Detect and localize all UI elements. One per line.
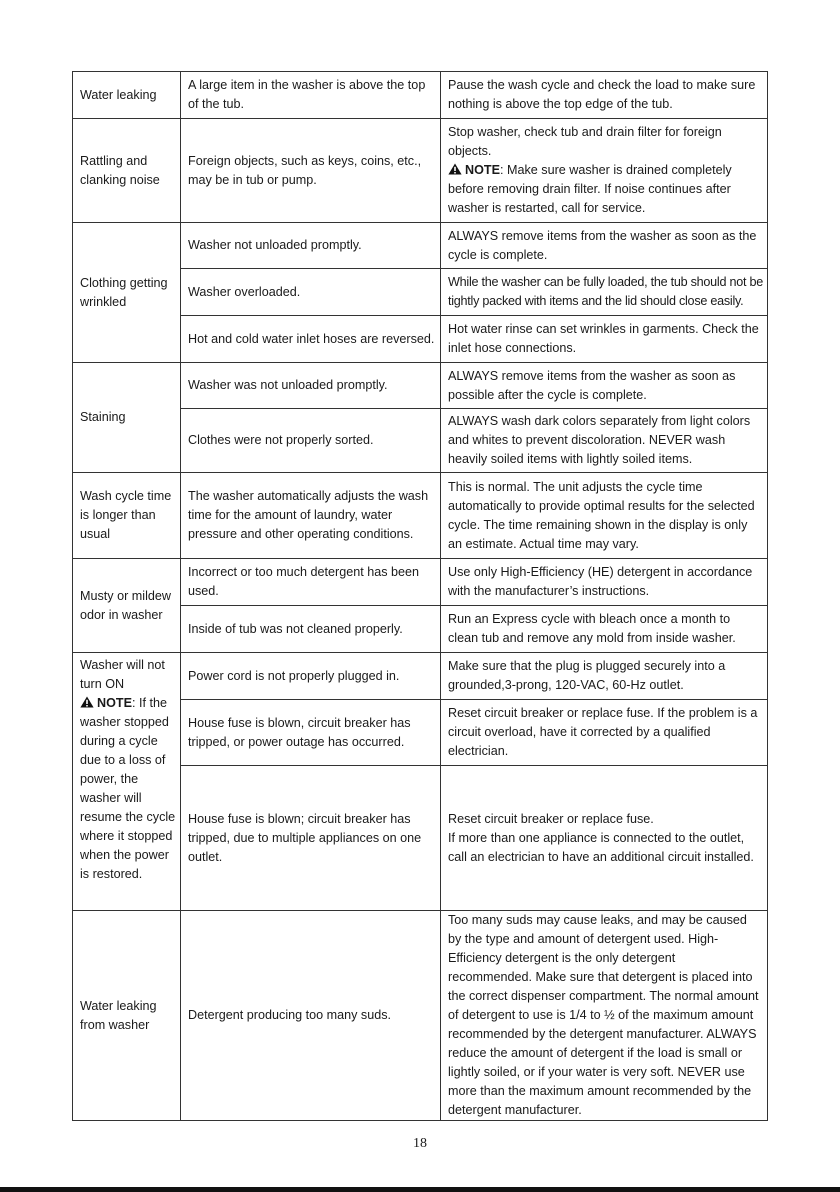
cause-cell: Foreign objects, such as keys, coins, etc., may be in tub or pump. [181, 119, 441, 223]
problem-cell [73, 653, 181, 911]
cause-cell: Washer not unloaded promptly. [181, 223, 441, 269]
solution-cell [441, 119, 768, 223]
cause-cell: Detergent producing too many suds. [181, 911, 441, 1121]
solution-cell: Too many suds may cause leaks, and may be caused by the type and amount of detergent used. High-Efficiency detergent is the only detergent recommended. Make sure that detergent is placed into the correct dispenser compartment. The normal amount of detergent to use is 1/4 to ½ of the maximum amount recommended by the detergent manufacturer. ALWAYS reduce the amount of detergent if the load is small or lightly soiled, or if your water is very soft. NEVER use more than the maximum amount recommended by the detergent manufacturer. [441, 911, 768, 1121]
solution-line: Reset circuit breaker or replace fuse. [448, 811, 654, 826]
table-row [73, 363, 768, 409]
solution-cell [441, 766, 768, 911]
cause-cell: Incorrect or too much detergent has been used. [181, 559, 441, 606]
note-label: NOTE [97, 696, 132, 710]
warning-triangle-icon [448, 163, 462, 175]
warning-triangle-icon [80, 696, 94, 708]
note-text: : If the washer stopped during a cycle due to a loss of power, the washer will resume the cycle where it stopped when the power is restored. [80, 696, 176, 881]
solution-cell: Run an Express cycle with bleach once a month to clean tub and remove any mold from inside washer. [441, 606, 768, 653]
solution-cell: ALWAYS remove items from the washer as soon as possible after the cycle is complete. [441, 363, 768, 409]
cause-cell: Washer overloaded. [181, 269, 441, 316]
cause-cell: A large item in the washer is above the top of the tub. [181, 72, 441, 119]
solution-cell: While the washer can be fully loaded, the tub should not be tightly packed with items and the lid should close easily. [441, 269, 768, 316]
solution-cell: Hot water rinse can set wrinkles in garments. Check the inlet hose connections. [441, 316, 768, 363]
cause-cell: Power cord is not properly plugged in. [181, 653, 441, 700]
cause-cell: Clothes were not properly sorted. [181, 409, 441, 473]
cause-cell: House fuse is blown; circuit breaker has tripped, due to multiple appliances on one outlet. [181, 766, 441, 911]
solution-cell: ALWAYS wash dark colors separately from light colors and whites to prevent discoloration. NEVER wash heavily soiled items with lightly soiled items. [441, 409, 768, 473]
problem-cell: Staining [73, 363, 181, 473]
cause-cell: Inside of tub was not cleaned properly. [181, 606, 441, 653]
table-row [73, 119, 768, 223]
solution-line: If more than one appliance is connected to the outlet, call an electrician to have an additional circuit installed. [448, 830, 754, 864]
note-label: NOTE [465, 163, 500, 177]
problem-cell: Rattling and clanking noise [73, 119, 181, 223]
solution-cell: Use only High-Efficiency (HE) detergent in accordance with the manufacturer’s instructions. [441, 559, 768, 606]
troubleshooting-table [72, 71, 768, 1121]
solution-text: Stop washer, check tub and drain filter for foreign objects. [448, 125, 722, 158]
solution-cell: Make sure that the plug is plugged securely into a grounded,3-prong, 120-VAC, 60-Hz outlet. [441, 653, 768, 700]
problem-cell: Water leaking from washer [73, 911, 181, 1121]
solution-cell: Pause the wash cycle and check the load to make sure nothing is above the top edge of the tub. [441, 72, 768, 119]
table-row [73, 559, 768, 606]
table-row [73, 911, 768, 1121]
table-row [73, 223, 768, 269]
problem-cell: Musty or mildew odor in washer [73, 559, 181, 653]
problem-cell: Water leaking [73, 72, 181, 119]
cause-cell: House fuse is blown, circuit breaker has tripped, or power outage has occurred. [181, 700, 441, 766]
cause-cell: Hot and cold water inlet hoses are reversed. [181, 316, 441, 363]
table-row [73, 72, 768, 119]
solution-cell: ALWAYS remove items from the washer as soon as the cycle is complete. [441, 223, 768, 269]
solution-cell: This is normal. The unit adjusts the cycle time automatically to provide optimal results for the selected cycle. The time remaining shown in the display is only an estimate. Actual time may vary. [441, 473, 768, 559]
note-text: : Make sure washer is drained completely before removing drain filter. If noise continues after washer is restarted, call for service. [448, 163, 732, 215]
page-bottom-rule [0, 1187, 840, 1192]
problem-cell: Wash cycle time is longer than usual [73, 473, 181, 559]
page-number: 18 [413, 1136, 427, 1151]
cause-cell: Washer was not unloaded promptly. [181, 363, 441, 409]
table-row [73, 473, 768, 559]
table-row [73, 653, 768, 700]
problem-text: Washer will not turn ON [80, 658, 165, 691]
problem-cell: Clothing getting wrinkled [73, 223, 181, 363]
cause-cell: The washer automatically adjusts the wash time for the amount of laundry, water pressure and other operating conditions. [181, 473, 441, 559]
solution-cell: Reset circuit breaker or replace fuse. If the problem is a circuit overload, have it corrected by a qualified electrician. [441, 700, 768, 766]
